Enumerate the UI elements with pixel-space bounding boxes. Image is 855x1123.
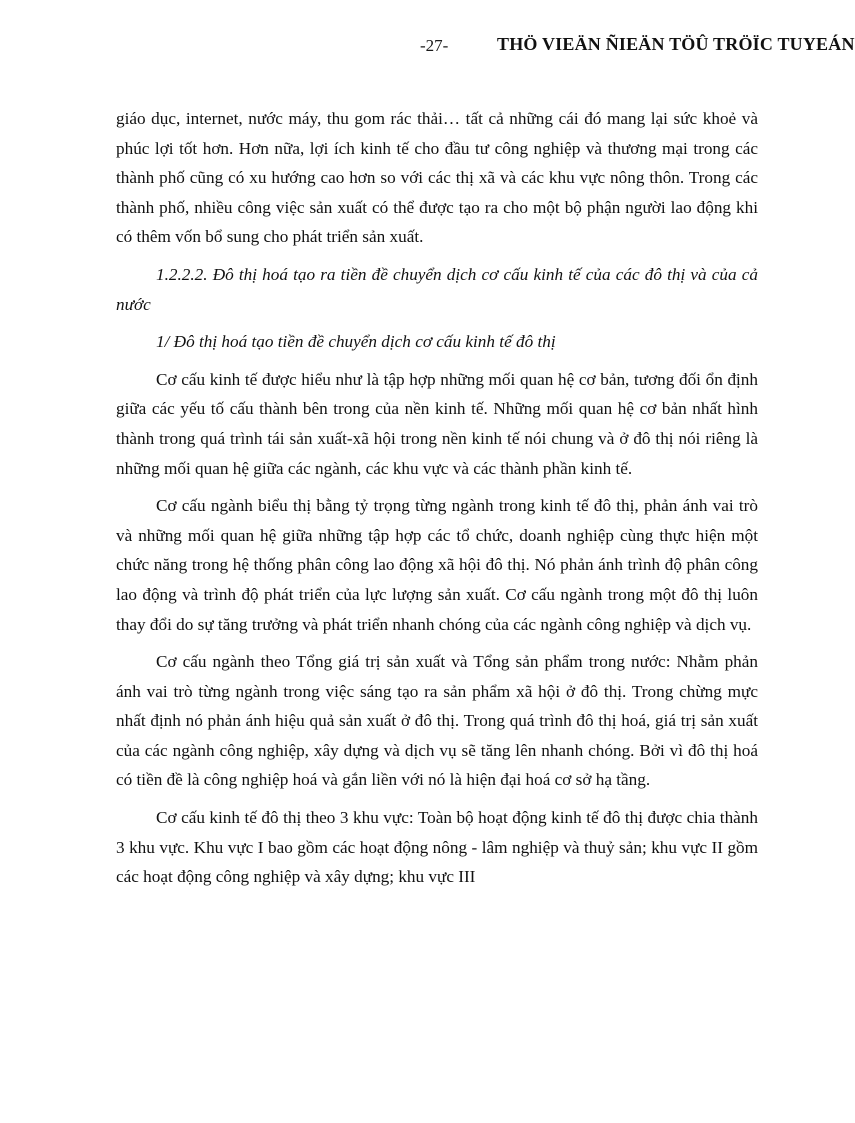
paragraph-three-sectors: Cơ cấu kinh tế đô thị theo 3 khu vực: Toàn bộ hoạt động kinh tế đô thị được chia thành 3 khu vực. Khu vực I bao gồm các hoạt động nông - lâm nghiệp và thuỷ sản; khu vực II gồm các hoạt động công nghiệp và xây dựng; khu vực III <box>116 808 758 887</box>
paragraph-production-value: Cơ cấu ngành theo Tổng giá trị sản xuất và Tổng sản phẩm trong nước: Nhằm phản ánh vai trò từng ngành trong việc sáng tạo ra sản phẩm xã hội ở đô thị. Trong chừng mực nhất định nó phản ánh hiệu quả sản xuất ở đô thị. Trong quá trình đô thị hoá, giá trị sản xuất của các ngành công nghiệp, xây dựng và dịch vụ sẽ tăng lên nhanh chóng. Bởi vì đô thị hoá có tiền đề là công nghiệp hoá và gắn liền với nó là hiện đại hoá cơ sở hạ tầng. <box>116 652 758 790</box>
document-body <box>116 104 758 892</box>
section-heading: 1.2.2.2. Đô thị hoá tạo ra tiền đề chuyển dịch cơ cấu kinh tế của các đô thị và của cả nước <box>116 264 758 314</box>
page-header <box>420 34 855 58</box>
paragraph-continuation: giáo dục, internet, nước máy, thu gom rác thải… tất cả những cái đó mang lại sức khoẻ và phúc lợi tốt hơn. Hơn nữa, lợi ích kinh tế cho đầu tư công nghiệp và thương mại trong các thành phố cũng có xu hướng cao hơn so với các thị xã và các khu vực nông thôn. Trong các thành phố, nhiều công việc sản xuất có thể được tạo ra cho một bộ phận người lao động khi có thêm vốn bổ sung cho phát triển sản xuất. <box>116 109 758 247</box>
page-number: -27- <box>420 36 449 55</box>
paragraph-economic-structure: Cơ cấu kinh tế được hiểu như là tập hợp những mối quan hệ cơ bản, tương đối ổn định giữa các yếu tố cấu thành bên trong của nền kinh tế. Những mối quan hệ cơ bản nhất hình thành trong quá trình tái sản xuất-xã hội trong nền kinh tế nói chung và ở đô thị nói riêng là những mối quan hệ giữa các ngành, các khu vực và các thành phần kinh tế. <box>116 369 758 478</box>
library-header-title: THÖ VIEÄN ÑIEÄN TÖÛ TRÖÏC TUYEÁN <box>497 34 855 54</box>
subsection-heading: 1/ Đô thị hoá tạo tiền đề chuyển dịch cơ cấu kinh tế đô thị <box>156 332 556 352</box>
paragraph-sector-structure: Cơ cấu ngành biểu thị bằng tỷ trọng từng ngành trong kinh tế đô thị, phản ánh vai trò và những mối quan hệ giữa những tập hợp các tổ chức, doanh nghiệp cùng thực hiện một chức năng trong hệ thống phân công lao động xã hội đô thị. Nó phản ánh trình độ phân công lao động và trình độ phát triển của lực lượng sản xuất. Cơ cấu ngành trong một đô thị luôn thay đổi do sự tăng trưởng và phát triển nhanh chóng của các ngành công nghiệp và dịch vụ. <box>116 496 758 634</box>
